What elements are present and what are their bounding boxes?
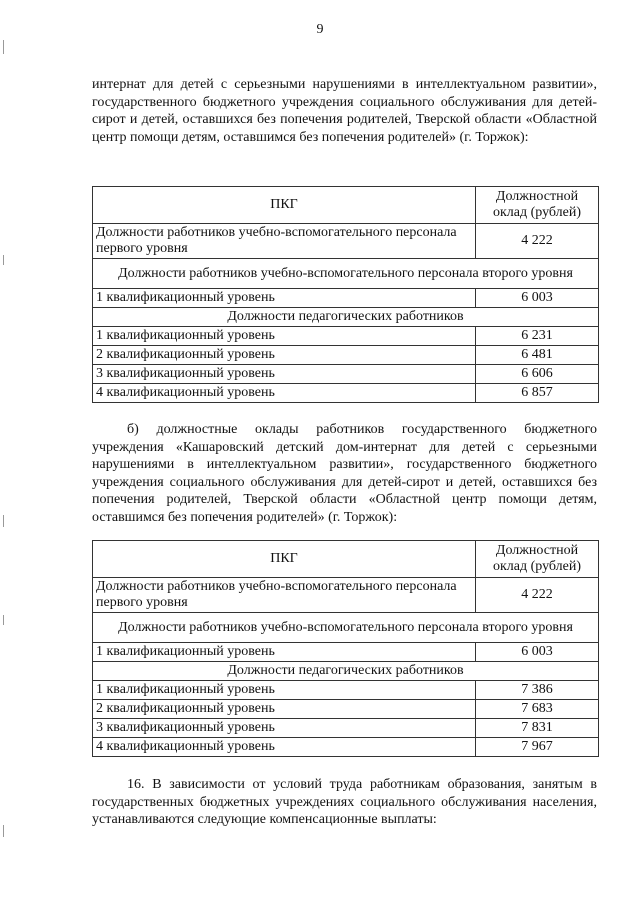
table-header-row [93,541,599,578]
group-title-row [93,662,599,681]
paragraph-b [92,421,597,526]
level-name: 4 квалификационный уровень [93,384,476,403]
paragraph-text: интернат для детей с серьезными нарушениями в интеллектуальном развитии», государственного бюджетного учреждения социального обслуживания для детей-сирот и детей, оставшихся без попечения родителей, Тверской области «Областной центр помощи детям, оставшимся без попечения родителей» (г. Торжок): [92,77,597,145]
level-name: 3 квалификационный уровень [93,365,476,384]
header-pkg: ПКГ [93,187,476,224]
group-name: Должности работников учебно-вспомогательного персонала первого уровня [93,578,476,613]
group-title: Должности работников учебно-вспомогательного персонала второго уровня [93,613,599,643]
binding-margin-marks [3,0,9,905]
salary-value: 6 231 [476,327,599,346]
level-name: 3 квалификационный уровень [93,719,476,738]
table-row [93,289,599,308]
salary-value: 4 222 [476,578,599,613]
group-title: Должности педагогических работников [93,662,599,681]
salary-value: 7 831 [476,719,599,738]
margin-tick [3,825,4,837]
salary-value: 7 967 [476,738,599,757]
group-title-row [93,613,599,643]
paragraph-text: 16. В зависимости от условий труда работникам образования, занятым в государственных бюджетных учреждениях социального обслуживания населения, устанавливаются следующие компенсационные выплаты: [92,777,597,827]
header-pkg: ПКГ [93,541,476,578]
level-name: 1 квалификационный уровень [93,327,476,346]
salary-value: 4 222 [476,224,599,259]
paragraph-intro [92,76,597,146]
group-title-row [93,259,599,289]
group-title-row [93,308,599,327]
margin-tick [3,40,4,54]
level-name: 1 квалификационный уровень [93,681,476,700]
table-row [93,681,599,700]
salary-value: 7 683 [476,700,599,719]
group-name: Должности работников учебно-вспомогательного персонала первого уровня [93,224,476,259]
table-row [93,365,599,384]
paragraph-text: б) должностные оклады работников государственного бюджетного учреждения «Кашаровский детский дом-интернат для детей с серьезными нарушениями в интеллектуальном развитии», государственного бюджетного учреждения социального обслуживания для детей-сирот и детей, оставшихся без попечения родителей, Тверской области «Областной центр помощи детям, оставшимся без попечения родителей» (г. Торжок): [92,422,597,525]
table-row [93,700,599,719]
margin-tick [3,515,4,527]
level-name: 1 квалификационный уровень [93,289,476,308]
margin-tick [3,255,4,265]
table-header-row [93,187,599,224]
salary-value: 6 003 [476,289,599,308]
salary-table-2 [92,540,599,757]
header-salary: Должностной оклад (рублей) [476,541,599,578]
salary-value: 7 386 [476,681,599,700]
table-row [93,224,599,259]
table-row [93,384,599,403]
page-number: 9 [316,22,324,37]
level-name: 2 квалификационный уровень [93,700,476,719]
level-name: 4 квалификационный уровень [93,738,476,757]
table-row [93,643,599,662]
salary-value: 6 481 [476,346,599,365]
table-row [93,346,599,365]
level-name: 1 квалификационный уровень [93,643,476,662]
salary-table-1 [92,186,599,403]
group-title: Должности педагогических работников [93,308,599,327]
table-row [93,578,599,613]
table-row [93,738,599,757]
paragraph-16 [92,776,597,829]
salary-value: 6 003 [476,643,599,662]
header-salary: Должностной оклад (рублей) [476,187,599,224]
salary-value: 6 606 [476,365,599,384]
table-row [93,719,599,738]
table-row [93,327,599,346]
level-name: 2 квалификационный уровень [93,346,476,365]
group-title: Должности работников учебно-вспомогательного персонала второго уровня [93,259,599,289]
salary-value: 6 857 [476,384,599,403]
margin-tick [3,615,4,625]
